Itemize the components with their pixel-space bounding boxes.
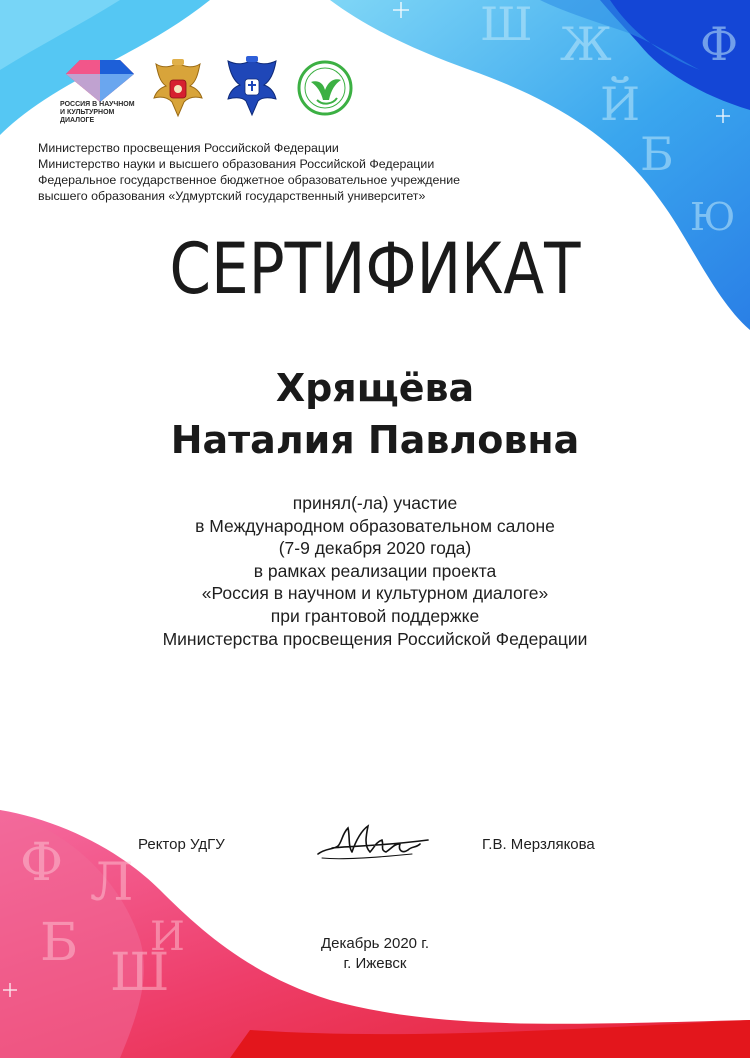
issue-city: г. Ижевск bbox=[343, 955, 407, 972]
russia-dialog-caption-line1: РОССИЯ В НАУЧНОМ bbox=[60, 101, 135, 108]
body-line: (7-9 декабря 2020 года) bbox=[278, 538, 472, 559]
issue-date: Декабрь 2020 г. bbox=[321, 935, 429, 952]
svg-text:Ю: Ю bbox=[690, 195, 736, 239]
russia-dialog-caption-line2: И КУЛЬТУРНОМ ДИАЛОГЕ bbox=[60, 109, 115, 124]
issuer-line: Федеральное государственное бюджетное образовательное учреждение bbox=[38, 173, 461, 187]
svg-text:Ш: Ш bbox=[480, 0, 533, 51]
issuer-line: Министерство просвещения Российской Федерации bbox=[38, 141, 339, 155]
svg-text:Ш: Ш bbox=[110, 943, 170, 1003]
svg-text:Б: Б bbox=[40, 913, 79, 973]
body-line: Министерства просвещения Российской Федерации bbox=[162, 628, 588, 649]
certificate-body bbox=[0, 492, 750, 650]
svg-text:Ф: Ф bbox=[20, 833, 64, 893]
signatory-position: Ректор УдГУ bbox=[138, 836, 225, 853]
issuer-line: Министерство науки и высшего образования Российской Федерации bbox=[38, 157, 435, 171]
issuer-line: высшего образования «Удмуртский государственный университет» bbox=[38, 189, 426, 203]
svg-text:Л: Л bbox=[90, 853, 134, 913]
body-line: «Россия в научном и культурном диалоге» bbox=[201, 583, 549, 604]
recipient-name bbox=[0, 362, 750, 466]
svg-text:Й: Й bbox=[600, 77, 641, 131]
handwritten-signature bbox=[312, 818, 440, 866]
certificate-title: СЕРТИФИКАТ bbox=[169, 228, 581, 310]
svg-text:И: И bbox=[150, 914, 185, 960]
body-line: в рамках реализации проекта bbox=[253, 560, 497, 581]
udsu-university-logo bbox=[295, 60, 355, 116]
svg-text:Ж: Ж bbox=[560, 17, 612, 71]
body-line: в Международном образовательном салоне bbox=[195, 515, 555, 536]
signatory-name: Г.В. Мерзлякова bbox=[482, 836, 595, 853]
svg-text:Ф: Ф bbox=[700, 17, 739, 71]
russia-dialog-caption bbox=[60, 101, 150, 125]
issuer-block bbox=[38, 140, 558, 204]
body-line: при грантовой поддержке bbox=[270, 605, 480, 626]
recipient-given-names: Наталия Павловна bbox=[170, 418, 580, 462]
body-line: принял(-ла) участие bbox=[292, 493, 458, 513]
svg-text:Б: Б bbox=[640, 127, 674, 181]
recipient-surname: Хрящёва bbox=[275, 366, 475, 410]
ministry-science-emblem bbox=[224, 55, 280, 117]
ministry-education-emblem bbox=[150, 58, 206, 120]
issue-place-date bbox=[0, 934, 750, 974]
